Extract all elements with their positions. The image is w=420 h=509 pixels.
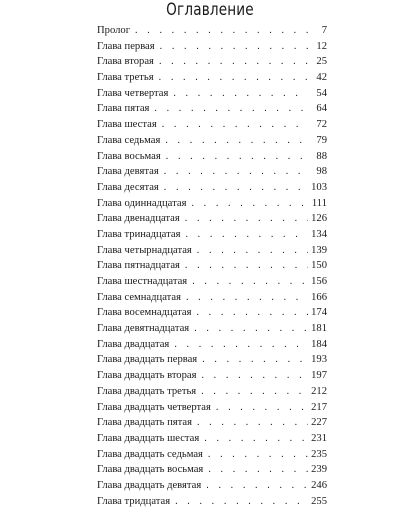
dot-leader [165, 133, 308, 149]
toc-entry-chapter-19[interactable] [97, 321, 327, 337]
toc-page-number: 227 [311, 417, 327, 429]
dot-leader [185, 227, 308, 243]
toc-page-number: 174 [311, 307, 327, 319]
dot-leader [159, 54, 308, 70]
toc-page-number: 231 [311, 432, 327, 444]
dot-leader [162, 117, 308, 133]
toc-entry-title: Глава тридцатая [97, 495, 171, 507]
dot-leader [206, 478, 308, 494]
toc-page-number: 134 [311, 228, 327, 240]
toc-entry-title: Глава семнадцатая [97, 291, 181, 303]
toc-entry-chapter-20[interactable] [97, 337, 327, 353]
toc-entry-chapter-10[interactable] [97, 180, 327, 196]
toc-page-number: 111 [311, 197, 327, 209]
toc-entry-title: Глава девятая [97, 166, 159, 178]
toc-entry-chapter-11[interactable] [97, 196, 327, 212]
dot-leader [164, 180, 308, 196]
table-of-contents [97, 23, 327, 509]
dot-leader [175, 494, 308, 509]
toc-entry-title: Глава тринадцатая [97, 228, 181, 240]
toc-entry-chapter-9[interactable] [97, 164, 327, 180]
toc-entry-prologue[interactable] [97, 23, 327, 39]
toc-entry-chapter-4[interactable] [97, 86, 327, 102]
toc-entry-title: Глава двадцать седьмая [97, 448, 203, 460]
toc-entry-chapter-17[interactable] [97, 290, 327, 306]
toc-page-number: 166 [311, 291, 327, 303]
dot-leader [194, 321, 308, 337]
toc-entry-title: Глава двадцать вторая [97, 370, 197, 382]
toc-page-number: 184 [311, 338, 327, 350]
toc-entry-chapter-18[interactable] [97, 305, 327, 321]
toc-entry-chapter-14[interactable] [97, 243, 327, 259]
toc-entry-chapter-15[interactable] [97, 258, 327, 274]
toc-page-number: 239 [311, 464, 327, 476]
toc-entry-chapter-29[interactable] [97, 478, 327, 494]
dot-leader [197, 415, 308, 431]
toc-page-number: 79 [316, 134, 327, 146]
dot-leader [202, 352, 308, 368]
toc-entry-title: Глава двадцать четвертая [97, 401, 211, 413]
toc-entry-chapter-5[interactable] [97, 101, 327, 117]
toc-page-number: 217 [311, 401, 327, 413]
toc-entry-title: Глава двадцать шестая [97, 432, 200, 444]
toc-entry-title: Глава шестнадцатая [97, 276, 188, 287]
toc-entry-chapter-1[interactable] [97, 39, 327, 55]
dot-leader [185, 211, 308, 227]
toc-entry-title: Глава первая [97, 40, 155, 52]
toc-entry-chapter-7[interactable] [97, 133, 327, 149]
toc-page-number: 7 [321, 25, 327, 36]
dot-leader [208, 462, 308, 478]
page-title: Оглавление [166, 0, 254, 20]
toc-page-number: 88 [316, 150, 327, 162]
toc-entry-chapter-8[interactable] [97, 149, 327, 165]
toc-entry-chapter-6[interactable] [97, 117, 327, 133]
toc-entry-title: Глава девятнадцатая [97, 323, 190, 335]
toc-page-number: 64 [316, 103, 327, 115]
toc-entry-title: Глава третья [97, 72, 154, 84]
toc-entry-chapter-3[interactable] [97, 70, 327, 86]
toc-entry-chapter-25[interactable] [97, 415, 327, 431]
toc-entry-title: Глава четырнадцатая [97, 244, 192, 256]
dot-leader [160, 39, 308, 55]
toc-entry-title: Глава двадцать девятая [97, 479, 202, 491]
dot-leader [204, 431, 308, 447]
toc-entry-title: Глава восемнадцатая [97, 307, 192, 319]
toc-entry-chapter-23[interactable] [97, 384, 327, 400]
toc-entry-chapter-26[interactable] [97, 431, 327, 447]
toc-page-number: 98 [316, 166, 327, 178]
dot-leader [164, 164, 308, 180]
toc-entry-title: Глава пятнадцатая [97, 260, 180, 272]
toc-entry-title: Глава четвертая [97, 87, 169, 99]
toc-entry-chapter-22[interactable] [97, 368, 327, 384]
toc-page-number: 72 [316, 119, 327, 131]
dot-leader [173, 86, 308, 102]
toc-page-number: 42 [316, 72, 327, 84]
toc-entry-chapter-12[interactable] [97, 211, 327, 227]
toc-entry-title: Глава седьмая [97, 134, 161, 146]
toc-entry-chapter-27[interactable] [97, 447, 327, 463]
toc-page-number: 255 [311, 495, 327, 507]
dot-leader [208, 447, 308, 463]
toc-entry-title: Глава двенадцатая [97, 213, 180, 225]
dot-leader [174, 337, 308, 353]
toc-page-number: 246 [311, 479, 327, 491]
dot-leader [135, 23, 308, 39]
toc-entry-chapter-24[interactable] [97, 400, 327, 416]
dot-leader [196, 305, 308, 321]
dot-leader [216, 400, 308, 416]
toc-entry-title: Глава двадцать восьмая [97, 464, 204, 476]
toc-page-number: 197 [311, 370, 327, 382]
dot-leader [192, 274, 308, 290]
dot-leader [185, 258, 308, 274]
toc-page-number: 150 [311, 260, 327, 272]
toc-page-number: 156 [311, 276, 327, 287]
dot-leader [201, 384, 308, 400]
dot-leader [154, 101, 308, 117]
dot-leader [186, 290, 308, 306]
toc-page-number: 103 [311, 181, 327, 193]
toc-entry-title: Глава одиннадцатая [97, 197, 187, 209]
toc-entry-chapter-21[interactable] [97, 352, 327, 368]
toc-entry-title: Глава восьмая [97, 150, 161, 162]
toc-entry-chapter-13[interactable] [97, 227, 327, 243]
toc-page-number: 54 [316, 87, 327, 99]
toc-entry-title: Глава двадцать пятая [97, 417, 192, 429]
toc-entry-title: Глава шестая [97, 119, 157, 131]
toc-page-number: 139 [311, 244, 327, 256]
toc-entry-chapter-30[interactable] [97, 494, 327, 509]
toc-entry-title: Глава пятая [97, 103, 150, 115]
dot-leader [166, 149, 308, 165]
toc-entry-title: Пролог [97, 25, 131, 36]
dot-leader [197, 243, 308, 259]
dot-leader [159, 70, 308, 86]
toc-entry-title: Глава двадцать первая [97, 354, 198, 366]
toc-page-number: 193 [311, 354, 327, 366]
toc-page-number: 212 [311, 385, 327, 397]
toc-entry-chapter-16[interactable] [97, 274, 327, 290]
toc-entry-title: Глава вторая [97, 56, 154, 68]
toc-page-number: 25 [316, 56, 327, 68]
toc-page-number: 181 [311, 323, 327, 335]
toc-entry-chapter-2[interactable] [97, 54, 327, 70]
toc-entry-title: Глава десятая [97, 181, 159, 193]
dot-leader [201, 368, 308, 384]
toc-entry-title: Глава двадцатая [97, 338, 170, 350]
toc-page-number: 126 [311, 213, 327, 225]
toc-entry-chapter-28[interactable] [97, 462, 327, 478]
toc-entry-title: Глава двадцать третья [97, 385, 197, 397]
dot-leader [191, 196, 308, 212]
toc-page-number: 235 [311, 448, 327, 460]
toc-page-number: 12 [316, 40, 327, 52]
